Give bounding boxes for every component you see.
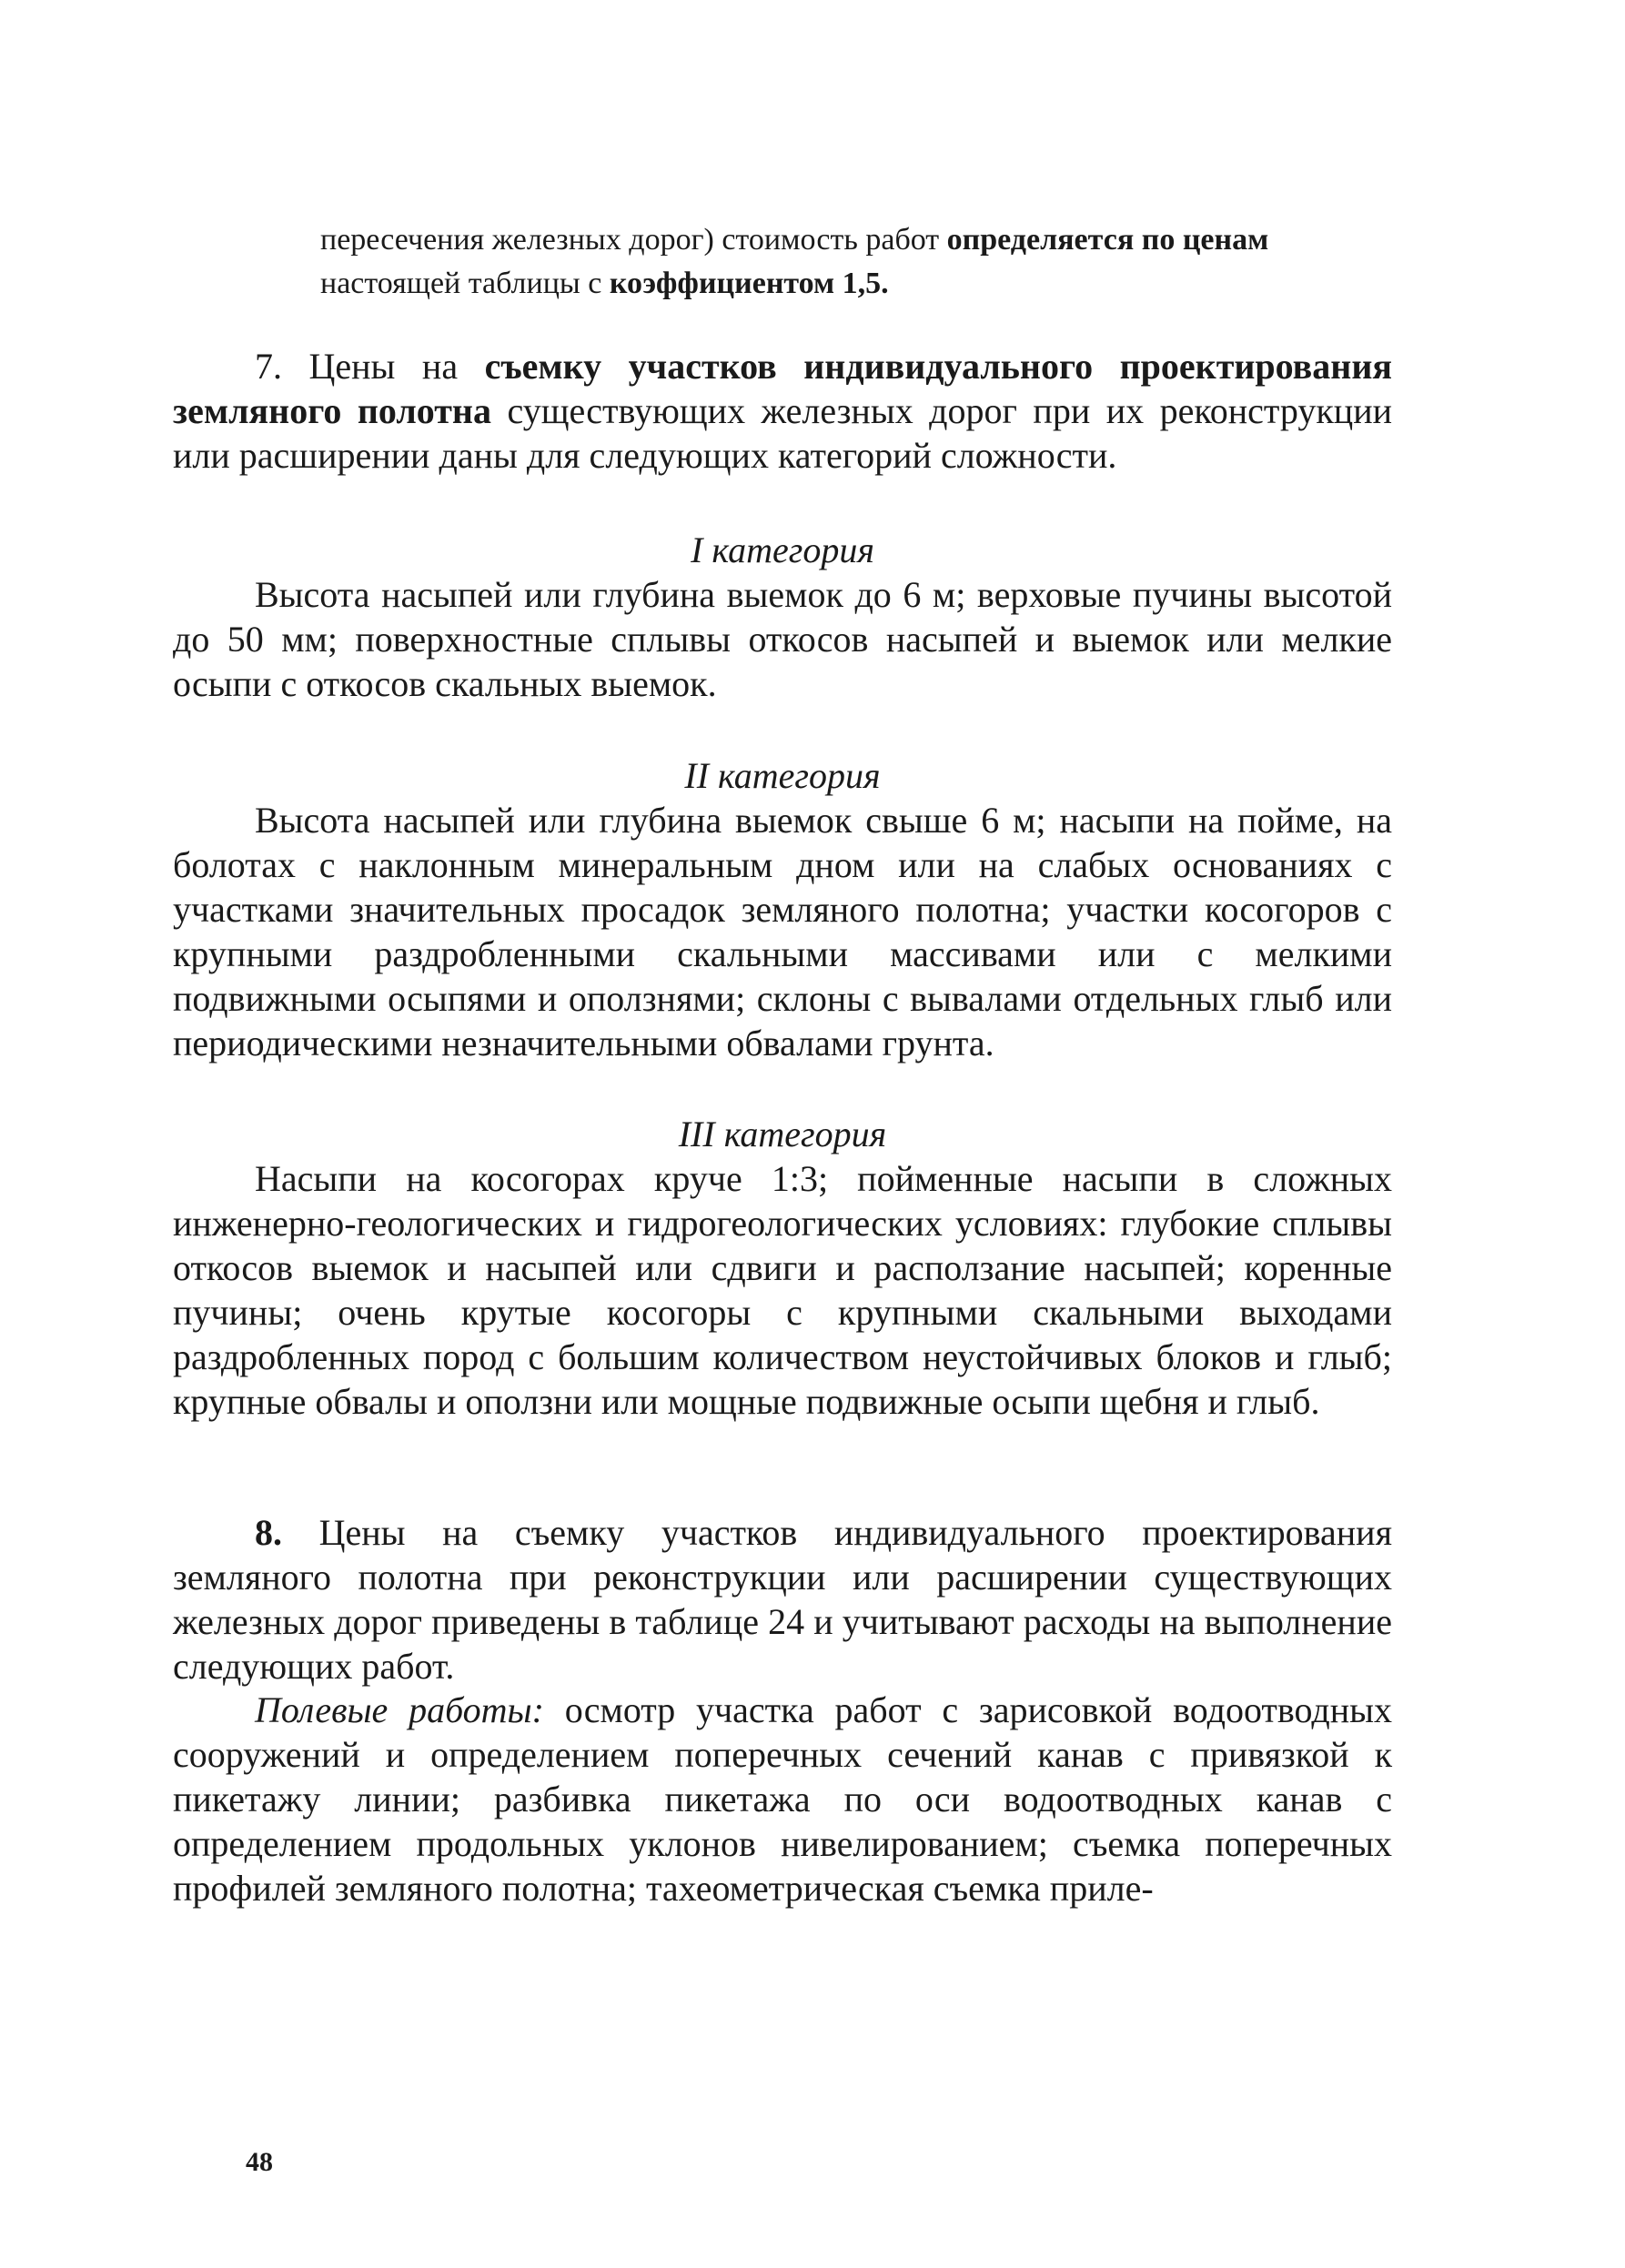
category-2-title: II категория	[684, 755, 881, 796]
lead-text: пересечения железных дорог) стоимость работ	[320, 223, 947, 257]
lead-paragraph	[320, 218, 1376, 306]
item-8-text: Цены на съемку участков индивидуального проектирования земляного полотна при реконструкции или расширении существующих железных дорог приведены в таблице 24 и учитывают расходы на выполнение следующих работ.	[173, 1512, 1392, 1687]
item-7-pre: Цены на	[308, 346, 485, 387]
item-7-post: существующих железных дорог при их реконструкции или расширении даны для следующих категорий сложности.	[173, 390, 1393, 476]
lead-bold: определяется по ценам	[946, 223, 1269, 257]
field-works-text: осмотр участка работ с зарисовкой водоотводных сооружений и определением поперечных сечений канав с привязкой к пикетажу линии; разбивка пикетажа по оси водоотводных канав с определением продольных уклонов нивелированием; съемка поперечных профилей земляного полотна; тахеометрическая съемка приле-	[173, 1689, 1392, 1909]
item-7-paragraph	[173, 344, 1392, 478]
page-number: 48	[246, 2147, 273, 2177]
field-works-label: Полевые работы:	[255, 1689, 544, 1730]
category-1-title: I категория	[691, 529, 874, 570]
category-3	[173, 1112, 1392, 1424]
field-works	[173, 1688, 1392, 1910]
category-3-text: Насыпи на косогорах круче 1:3; пойменные насыпи в сложных инженерно-геологических и гидрогеологических условиях: глубокие сплывы откосов выемок и насыпей или сдвиги и расползание насыпей; коренные пучины; очень крутые косогоры с крупными скальными выходами раздробленных пород с большим количеством неустойчивых блоков и глыб; крупные обвалы и оползни или мощные подвижные осыпи щебня и глыб.	[173, 1158, 1392, 1422]
category-1-text: Высота насыпей или глубина выемок до 6 м; верховые пучины высотой до 50 мм; поверхностные сплывы откосов насыпей и выемок или мелкие осыпи с откосов скальных выемок.	[173, 574, 1392, 704]
category-2	[173, 753, 1392, 1065]
category-1	[173, 528, 1392, 706]
lead-continuation: настоящей таблицы с	[320, 267, 610, 300]
item-8-paragraph	[173, 1510, 1392, 1688]
category-3-title: III категория	[678, 1114, 887, 1154]
item-7-bold: съемку участков индивидуального проектирования земляного полотна	[173, 346, 1392, 431]
item-8-number: 8.	[255, 1512, 282, 1553]
item-8	[173, 1510, 1392, 1688]
lead-bold-2: коэффициентом 1,5.	[609, 267, 889, 300]
category-2-text: Высота насыпей или глубина выемок свыше 6 м; насыпи на пойме, на болотах с наклонным минеральным дном или на слабых основаниях с участками значительных просадок земляного полотна; участки косогоров с крупными раздробленными скальными массивами или с мелкими подвижными осыпями и оползнями; склоны с вывалами отдельных глыб или периодическими незначительными обвалами грунта.	[173, 800, 1392, 1063]
field-works-paragraph	[173, 1688, 1392, 1910]
item-7	[173, 344, 1392, 478]
item-7-number: 7.	[255, 346, 282, 387]
